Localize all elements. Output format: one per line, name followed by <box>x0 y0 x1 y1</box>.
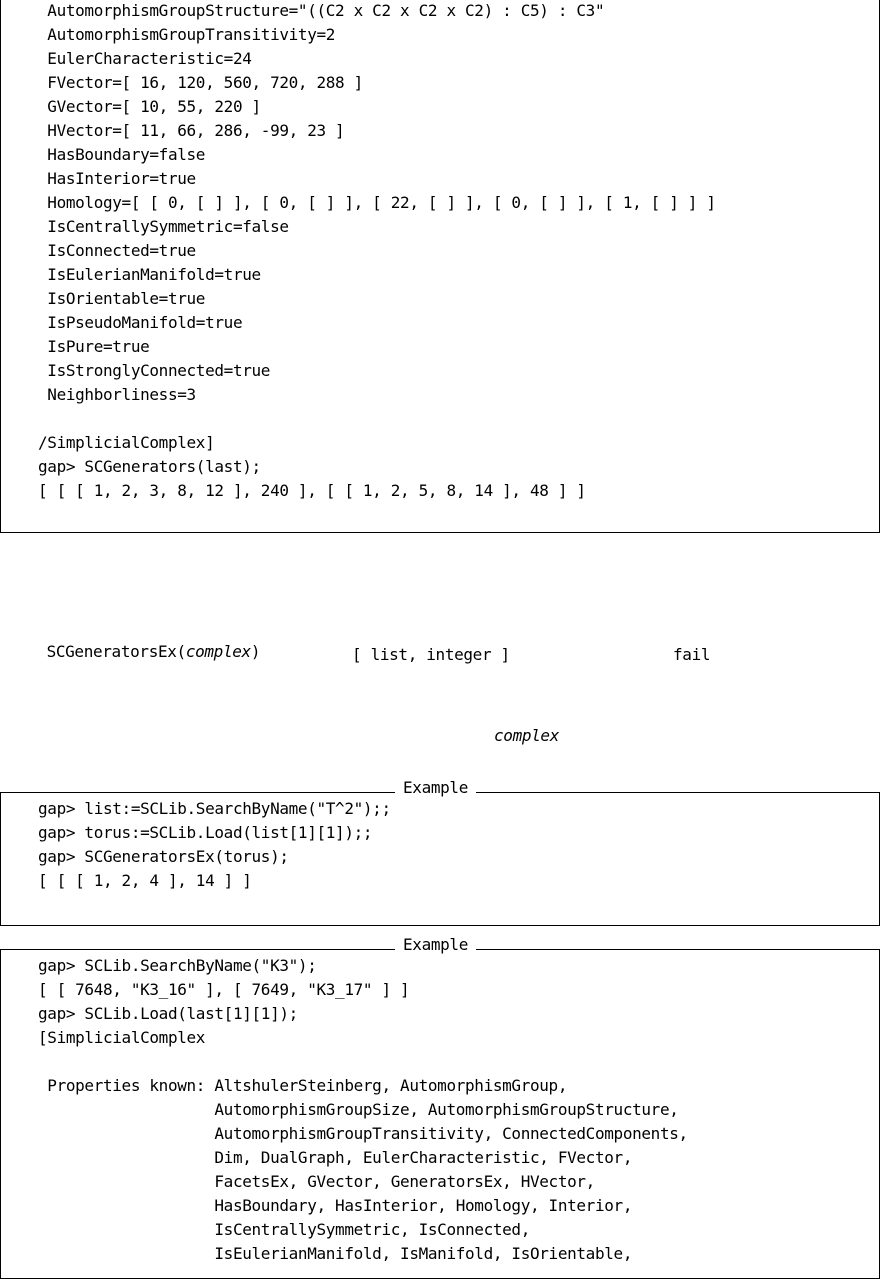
code-line: IsPure=true <box>38 337 150 356</box>
code-line: HasInterior=true <box>38 169 196 188</box>
code-line: gap> torus:=SCLib.Load(list[1][1]);; <box>38 823 373 842</box>
code-line: AutomorphismGroupTransitivity, ConnectedComponents, <box>38 1124 688 1143</box>
code-line: FacetsEx, GVector, GeneratorsEx, HVector, <box>38 1172 595 1191</box>
code-line: [ [ 7648, "K3_16" ], [ 7649, "K3_17" ] ] <box>38 980 410 999</box>
code-line: IsEulerianManifold, IsManifold, IsOrientable, <box>38 1244 633 1263</box>
example-block-continued <box>0 0 880 533</box>
return-fail: fail <box>673 645 711 664</box>
code-line: IsCentrallySymmetric, IsConnected, <box>38 1220 530 1239</box>
code-line: /SimplicialComplex] <box>38 433 215 452</box>
code-line: EulerCharacteristic=24 <box>38 49 252 68</box>
code-line: AutomorphismGroupStructure="((C2 x C2 x C2 x C2) : C5) : C3" <box>38 1 605 20</box>
description-argument: complex <box>494 726 559 745</box>
code-line: IsOrientable=true <box>38 289 206 308</box>
code-line: HasBoundary, HasInterior, Homology, Interior, <box>38 1196 633 1215</box>
function-signature <box>28 616 260 664</box>
code-line: Homology=[ [ 0, [ ] ], [ 0, [ ] ], [ 22, [ ] ], [ 0, [ ] ], [ 1, [ ] ] ] <box>38 193 716 212</box>
code-line: gap> SCLib.SearchByName("K3"); <box>38 956 317 975</box>
code-line: Properties known: AltshulerSteinberg, AutomorphismGroup, <box>38 1076 568 1095</box>
code-line: FVector=[ 16, 120, 560, 720, 288 ] <box>38 73 363 92</box>
code-line: gap> SCGenerators(last); <box>38 457 261 476</box>
code-line: gap> SCLib.Load(last[1][1]); <box>38 1004 298 1023</box>
function-argument: complex <box>185 642 251 661</box>
code-line: IsCentrallySymmetric=false <box>38 217 289 236</box>
code-line: IsPseudoManifold=true <box>38 313 243 332</box>
example-caption-2: Example <box>395 936 476 954</box>
code-line: gap> SCGeneratorsEx(torus); <box>38 847 289 866</box>
code-line: GVector=[ 10, 55, 220 ] <box>38 97 261 116</box>
return-type: [ list, integer ] <box>352 645 510 664</box>
code-line: [ [ [ 1, 2, 3, 8, 12 ], 240 ], [ [ 1, 2, 5, 8, 14 ], 48 ] ] <box>38 481 586 500</box>
code-line: HasBoundary=false <box>38 145 206 164</box>
code-line: [ [ [ 1, 2, 4 ], 14 ] ] <box>38 871 252 890</box>
example-caption-1: Example <box>395 779 476 797</box>
code-line: IsConnected=true <box>38 241 196 260</box>
code-line: gap> list:=SCLib.SearchByName("T^2");; <box>38 799 391 818</box>
code-line: AutomorphismGroupSize, AutomorphismGroupStructure, <box>38 1100 679 1119</box>
function-close-paren: ) <box>250 642 261 661</box>
example-box-1 <box>0 792 880 926</box>
code-line: HVector=[ 11, 66, 286, -99, 23 ] <box>38 121 345 140</box>
code-line: AutomorphismGroupTransitivity=2 <box>38 25 336 44</box>
code-line: IsStronglyConnected=true <box>38 361 271 380</box>
code-line: Dim, DualGraph, EulerCharacteristic, FVector, <box>38 1148 633 1167</box>
example-box-2 <box>0 949 880 1279</box>
code-line: Neighborliness=3 <box>38 385 196 404</box>
function-name: SCGeneratorsEx( <box>46 642 186 661</box>
code-line: IsEulerianManifold=true <box>38 265 261 284</box>
code-line: [SimplicialComplex <box>38 1028 206 1047</box>
